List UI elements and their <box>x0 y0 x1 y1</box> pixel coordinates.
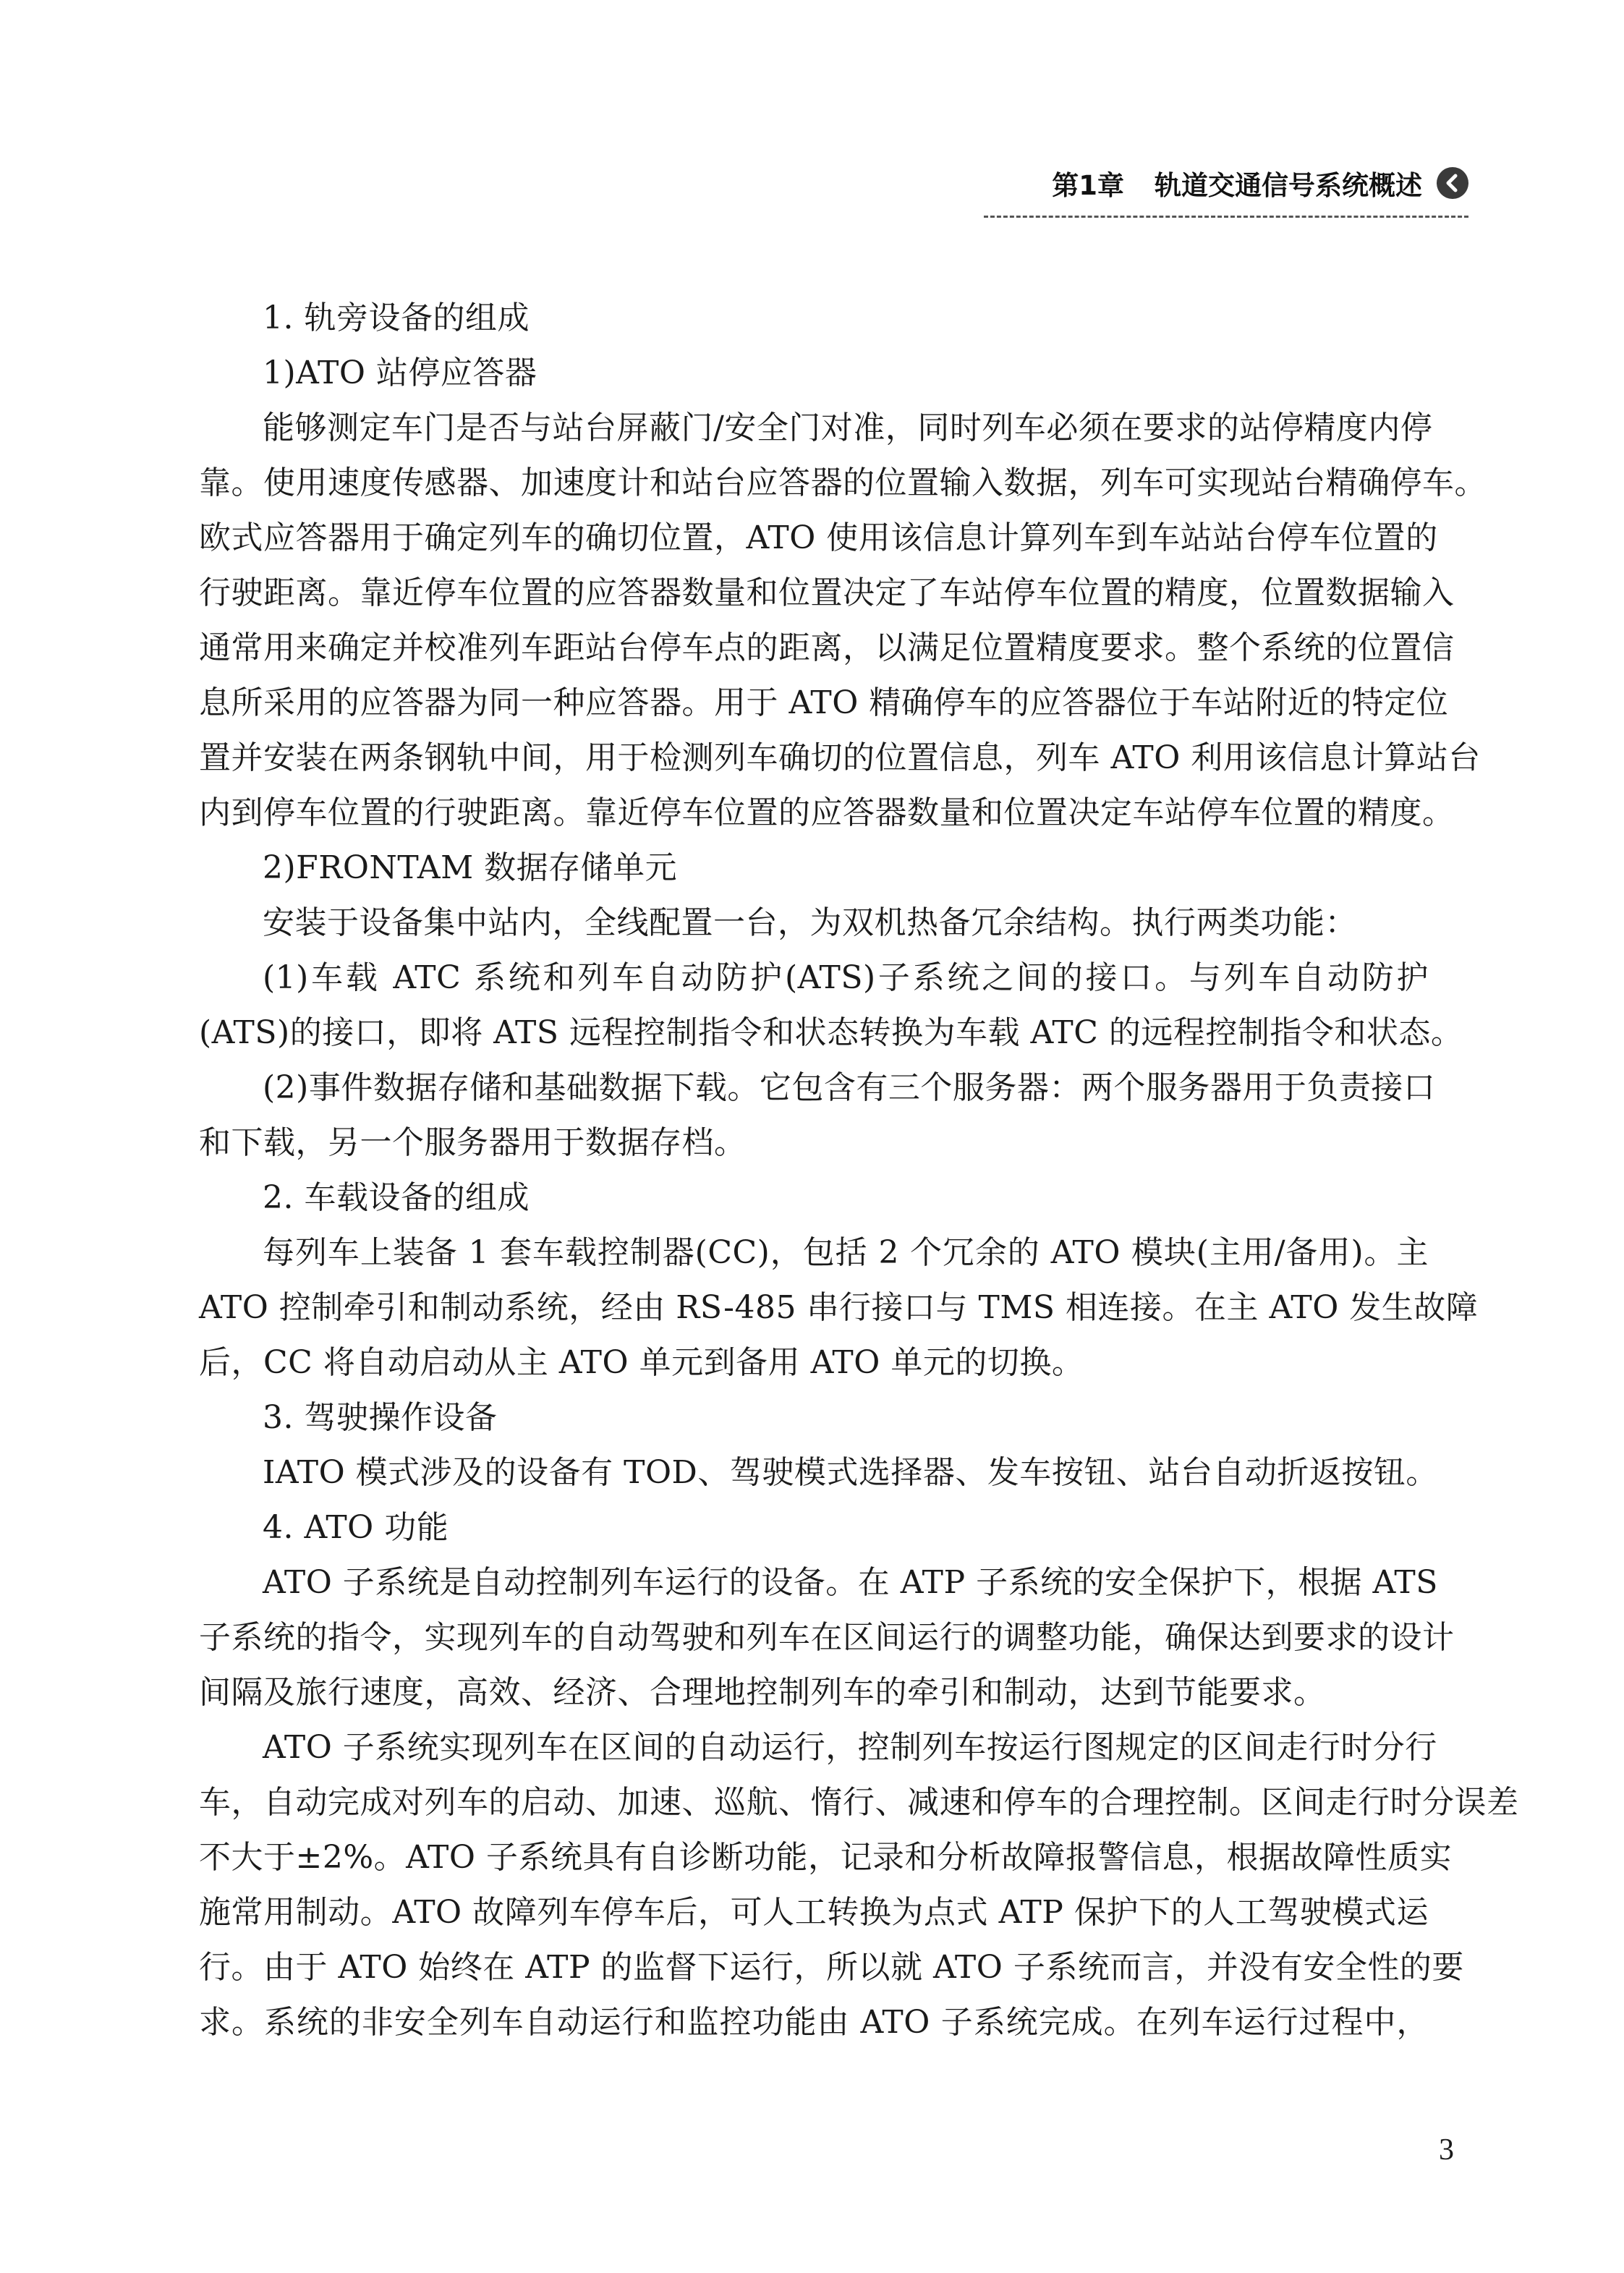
text-line: 行驶距离。靠近停车位置的应答器数量和位置决定了车站停车位置的精度，位置数据输入 <box>199 574 1455 611</box>
text-line: 通常用来确定并校准列车距站台停车点的距离，以满足位置精度要求。整个系统的位置信 <box>199 629 1455 666</box>
text-line: ATO 子系统是自动控制列车运行的设备。在 ATP 子系统的安全保护下，根据 ATS <box>263 1564 1438 1601</box>
section-heading: 2)FRONTAM 数据存储单元 <box>263 849 678 886</box>
section-heading: 4. ATO 功能 <box>263 1509 449 1546</box>
section-heading: 1. 轨旁设备的组成 <box>263 299 530 336</box>
chapter-label: 第1章 <box>1052 170 1124 201</box>
text-line: 间隔及旅行速度，高效、经济、合理地控制列车的牵引和制动，达到节能要求。 <box>199 1674 1326 1711</box>
text-line: 求。系统的非安全列车自动运行和监控功能由 ATO 子系统完成。在列车运行过程中， <box>199 2004 1429 2041</box>
page-number: 3 <box>1439 2133 1454 2167</box>
text-line: (ATS)的接口，即将 ATS 远程控制指令和状态转换为车载 ATC 的远程控制指令和状态。 <box>199 1014 1463 1051</box>
text-line: ATO 子系统实现列车在区间的自动运行，控制列车按运行图规定的区间走行时分行 <box>263 1729 1437 1766</box>
text-line: (1)车载 ATC 系统和列车自动防护(ATS)子系统之间的接口。与列车自动防护 <box>263 959 1429 996</box>
text-line: 每列车上装备 1 套车载控制器(CC)，包括 2 个冗余的 ATO 模块(主用/备用)。主 <box>263 1234 1429 1271</box>
header-divider <box>984 216 1468 218</box>
running-header <box>1052 163 1468 203</box>
chapter-title: 轨道交通信号系统概述 <box>1155 170 1422 201</box>
text-line: ATO 控制牵引和制动系统，经由 RS-485 串行接口与 TMS 相连接。在主 ATO 发生故障 <box>199 1289 1479 1326</box>
text-line: 后，CC 将自动启动从主 ATO 单元到备用 ATO 单元的切换。 <box>199 1344 1084 1381</box>
text-line: (2)事件数据存储和基础数据下载。它包含有三个服务器：两个服务器用于负责接口 <box>263 1069 1436 1106</box>
text-line: 欧式应答器用于确定列车的确切位置，ATO 使用该信息计算列车到车站站台停车位置的 <box>199 519 1438 556</box>
chevron-left-icon <box>1437 167 1468 199</box>
text-line: 置并安装在两条钢轨中间，用于检测列车确切的位置信息，列车 ATO 利用该信息计算站台 <box>199 739 1481 776</box>
text-line: 施常用制动。ATO 故障列车停车后，可人工转换为点式 ATP 保护下的人工驾驶模式运 <box>199 1894 1429 1931</box>
section-heading: 2. 车载设备的组成 <box>263 1179 530 1216</box>
section-heading: 1)ATO 站停应答器 <box>263 354 537 391</box>
text-line: 行。由于 ATO 始终在 ATP 的监督下运行，所以就 ATO 子系统而言，并没有安全性的要 <box>199 1949 1464 1986</box>
text-line: 靠。使用速度传感器、加速度计和站台应答器的位置输入数据，列车可实现站台精确停车。 <box>199 464 1487 501</box>
section-heading: 3. 驾驶操作设备 <box>263 1399 498 1436</box>
text-line: 和下载，另一个服务器用于数据存档。 <box>199 1124 747 1161</box>
text-line: 能够测定车门是否与站台屏蔽门/安全门对准，同时列车必须在要求的站停精度内停 <box>263 409 1433 446</box>
page-body <box>199 291 1519 2050</box>
text-line: 息所采用的应答器为同一种应答器。用于 ATO 精确停车的应答器位于车站附近的特定位 <box>199 684 1449 721</box>
text-line: 车，自动完成对列车的启动、加速、巡航、惰行、减速和停车的合理控制。区间走行时分误差 <box>199 1784 1519 1821</box>
text-line: 安装于设备集中站内，全线配置一台，为双机热备冗余结构。执行两类功能： <box>263 904 1357 941</box>
text-line: 子系统的指令，实现列车的自动驾驶和列车在区间运行的调整功能，确保达到要求的设计 <box>199 1619 1455 1656</box>
text-line: IATO 模式涉及的设备有 TOD、驾驶模式选择器、发车按钮、站台自动折返按钮。 <box>263 1454 1438 1491</box>
text-line: 不大于±2%。ATO 子系统具有自诊断功能，记录和分析故障报警信息，根据故障性质实 <box>199 1839 1452 1876</box>
text-line: 内到停车位置的行驶距离。靠近停车位置的应答器数量和位置决定车站停车位置的精度。 <box>199 794 1455 831</box>
